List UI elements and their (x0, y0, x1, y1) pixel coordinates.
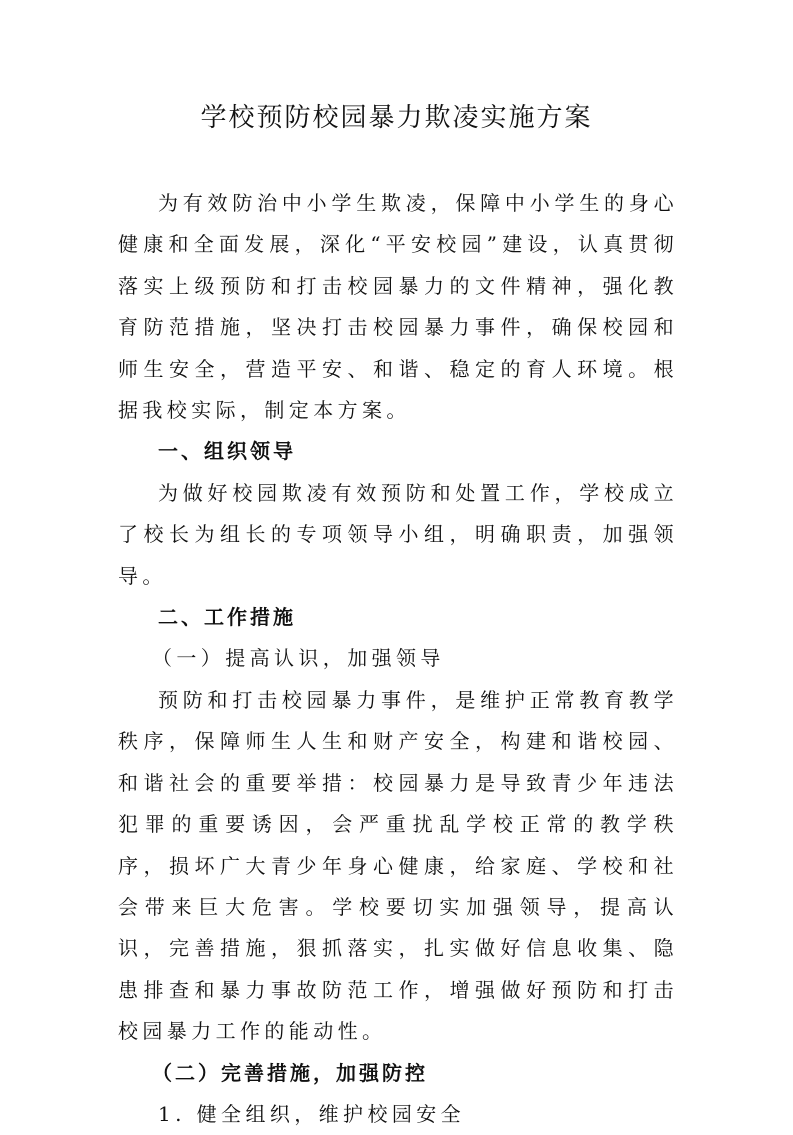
subsection-heading-prevention: （二）完善措施，加强防控 (152, 1060, 428, 1085)
intro-paragraph: 为有效防治中小学生欺凌，保障中小学生的身心健康和全面发展，深化“平安校园”建设，认真贯彻落实上级预防和打击校园暴力的文件精神，强化教育防范措施，坚决打击校园暴力事件，确保校园和师生安全，营造平安、和谐、稳定的育人环境。根据我校实际，制定本方案。 (118, 191, 678, 423)
document-title: 学校预防校园暴力欺凌实施方案 (200, 103, 593, 133)
list-item: 1. 健全组织，维护校园安全 (158, 1101, 466, 1126)
section-heading-organization: 一、组织领导 (158, 439, 296, 464)
awareness-paragraph: 预防和打击校园暴力事件，是维护正常教育教学秩序，保障师生人生和财产安全，构建和谐校园、和谐社会的重要举措：校园暴力是导致青少年违法犯罪的重要诱因，会严重扰乱学校正常的教学秩序，损坏广大青少年身心健康，给家庭、学校和社会带来巨大危害。学校要切实加强领导，提高认识，完善措施，狠抓落实，扎实做好信息收集、隐患排查和暴力事故防范工作，增强做好预防和打击校园暴力工作的能动性。 (118, 687, 678, 1044)
section-heading-measures: 二、工作措施 (158, 605, 296, 630)
subsection-heading-awareness: （一）提高认识，加强领导 (152, 646, 445, 671)
document-body (118, 183, 678, 1135)
organization-paragraph: 为做好校园欺凌有效预防和处置工作，学校成立了校长为组长的专项领导小组，明确职责，加强领导。 (118, 480, 678, 588)
